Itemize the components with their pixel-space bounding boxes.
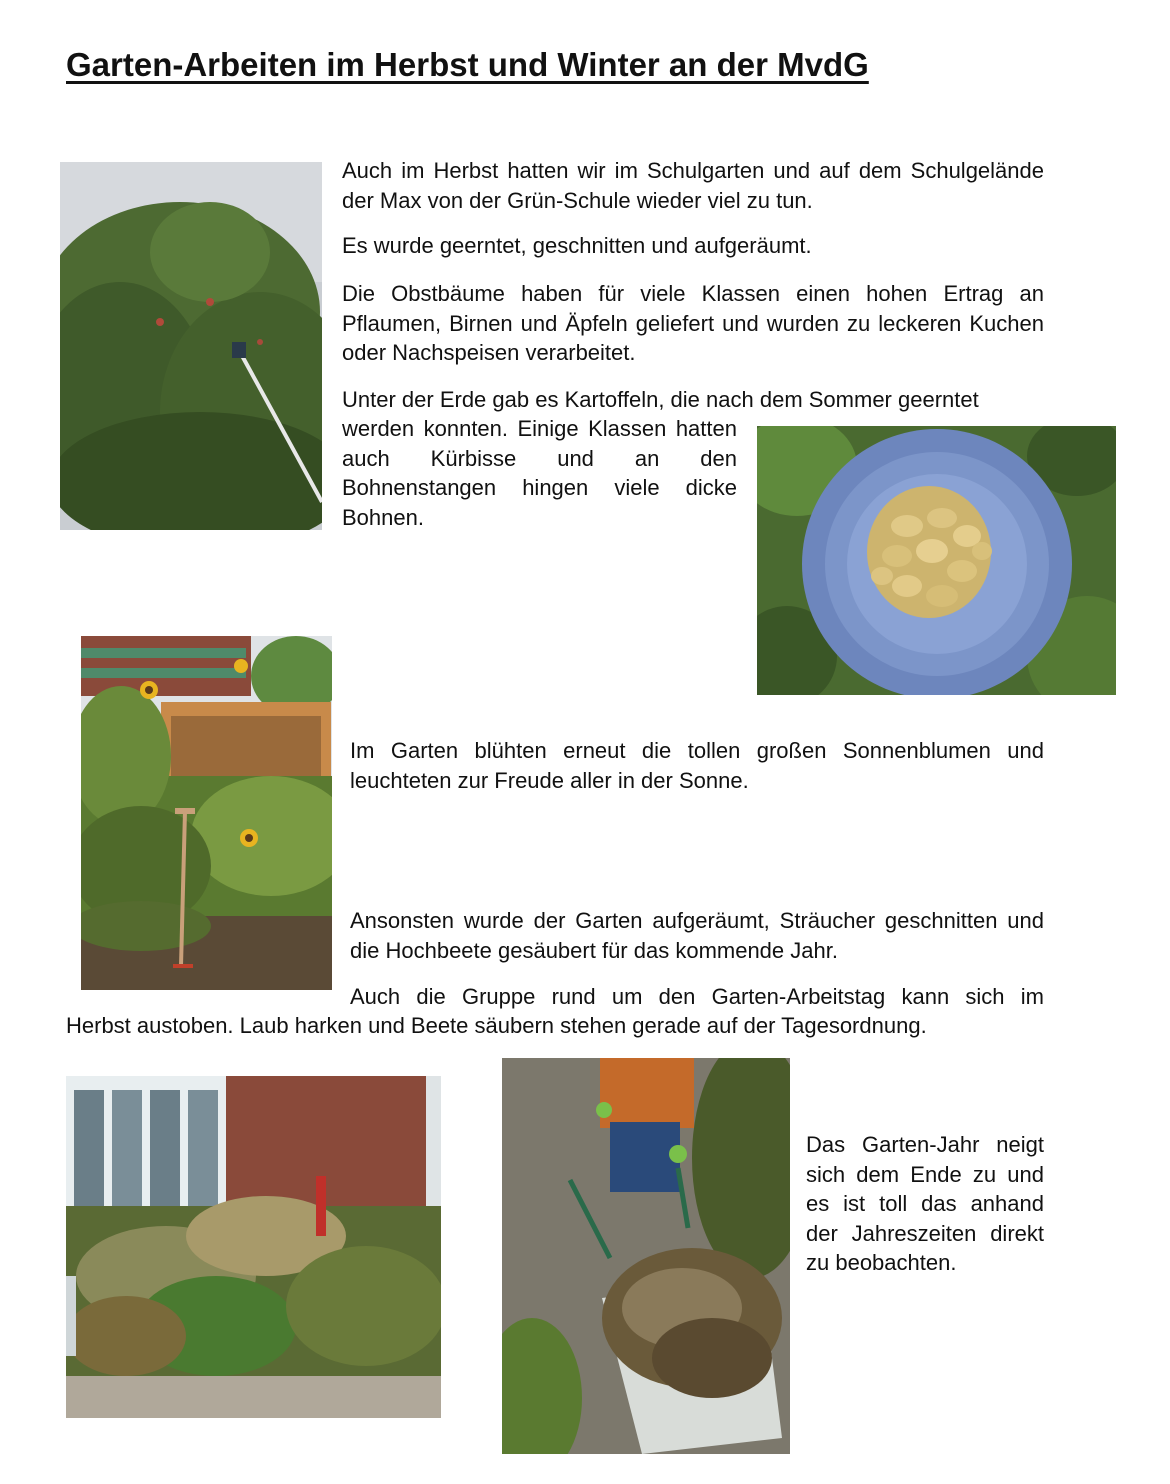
paragraph-fruit-trees: Die Obstbäume haben für viele Klassen einen hohen Ertrag an Pflaumen, Birnen und Äpfeln geliefert und wurden zu leckeren Kuchen oder Nachspeisen verarbeitet.: [342, 281, 1044, 365]
raised-bed-photo: [66, 1076, 441, 1418]
paragraph-closing: Das Garten-Jahr neigt sich dem Ende zu und es ist toll das anhand der Jahreszeiten direkt zu beobachten.: [806, 1132, 1044, 1275]
paragraph-potatoes-line1: Unter der Erde gab es Kartoffeln, die nach dem Sommer geerntet: [342, 387, 979, 412]
paragraph-tidy-up: Ansonsten wurde der Garten aufgeräumt, Sträucher geschnitten und die Hochbeete gesäubert für das kommende Jahr.: [350, 908, 1044, 963]
wheelbarrow-cuttings-photo: [502, 1058, 790, 1454]
fruit-tree-photo: [60, 162, 322, 530]
paragraph-garden-day-line2: Herbst austoben. Laub harken und Beete säubern stehen gerade auf der Tagesordnung.: [66, 1013, 927, 1038]
page-title: Garten-Arbeiten im Herbst und Winter an der MvdG: [66, 46, 869, 83]
paragraph-intro: Auch im Herbst hatten wir im Schulgarten und auf dem Schulgelände der Max von der Grün-Schule wieder viel zu tun.: [342, 158, 1044, 213]
potato-bucket-photo: [757, 426, 1116, 695]
sunflower-garden-photo: [81, 636, 332, 990]
paragraph-garden-day-line1: Auch die Gruppe rund um den Garten-Arbeitstag kann sich im: [350, 984, 1044, 1009]
paragraph-sunflowers: Im Garten blühten erneut die tollen großen Sonnenblumen und leuchteten zur Freude aller in der Sonne.: [350, 738, 1044, 793]
paragraph-harvest: Es wurde geerntet, geschnitten und aufgeräumt.: [342, 233, 812, 258]
paragraph-potatoes-rest: werden konnten. Einige Klassen hatten auch Kürbisse und an den Bohnenstangen hingen viele dicke Bohnen.: [342, 416, 737, 530]
